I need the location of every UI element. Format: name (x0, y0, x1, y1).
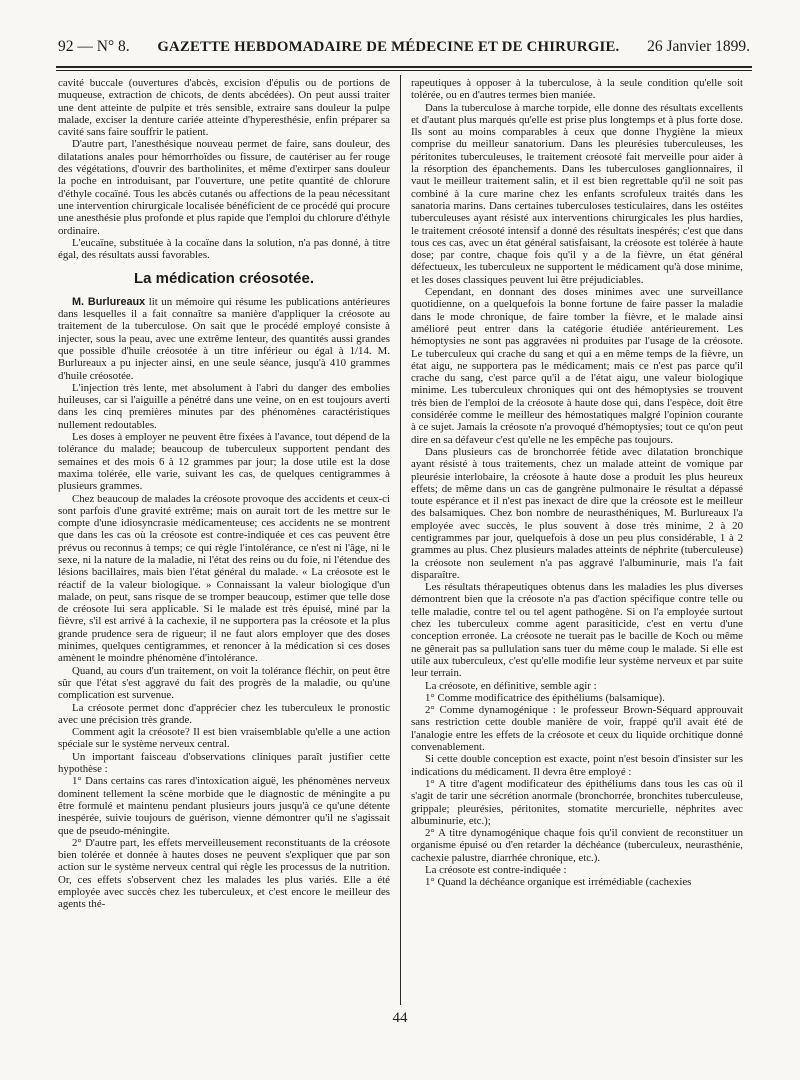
paragraph: 2° Comme dynamogénique : le professeur Brown-Séquard approuvait sans restriction cette double manière de voir, frappé qu'il avait été de l'analogie entre les effets de la créosote et ceux du liquide orchitique donné convenablement. (411, 704, 743, 754)
paragraph: 2° A titre dynamogénique chaque fois qu'il convient de reconstituer un organisme épuisé ou d'en retarder la déchéance (tuberculeux, neurasthénie, cachexie palustre, diarrhée chronique, etc.). (411, 827, 743, 864)
paragraph: 1° Quand la déchéance organique est irrémédiable (cachexies (425, 876, 692, 889)
paragraph: La créosote permet donc d'apprécier chez les tuberculeux le pronostic avec une précision très grande. (58, 701, 390, 726)
paragraph (58, 296, 390, 382)
paragraph: Un important faisceau d'observations cliniques paraît justifier cette hypothèse : (58, 750, 390, 776)
section-heading: La médication créosotée. (133, 270, 315, 288)
column-divider (400, 75, 401, 1005)
paragraph: Comment agit la créosote? Il est bien vraisemblable qu'elle a une action spéciale sur le système nerveux central. (58, 726, 390, 751)
paragraph: Cependant, en donnant des doses minimes avec une surveillance quotidienne, on a quelquefois la bonne fortune de faire passer la maladie dans le mode chronique, de faire tomber la fièvre, et le malade ainsi amélioré peut entrer dans la catégorie étudiée antérieurement. Les hémoptysies ne sont pas aggravées ni produites par l'usage de la créosote. Le tuberculeux qui crache du sang et qui a en même temps de la fièvre, un état aigu, ne supportera pas le médicament; mais ce n'est pas parce qu'il crache du sang, c'est parce qu'il a de l'état aigu, une valeur biologique minime. Les tuberculeux chroniques qui ont des hémoptysies se trouvent très bien de l'emploi de la créosote à haute dose qui, dans l'espèce, doit être considérée comme le meilleur des hémostatiques malgré l'opinion courante à ce sujet. Jamais la créosote n'a provoqué d'hémoptysies; tout ce qu'on peut dire en sa défaveur c'est qu'elle ne les empêche pas toujours. (411, 286, 743, 446)
paragraph: 1° A titre d'agent modificateur des épithéliums dans tous les cas où il s'agit de tarir une sécrétion anormale (bronchorrée, bronchites tuberculeuse, grippale; pleurésies, péritonites, stomatite mercurielle, néphrites avec albuminurie, etc.); (411, 777, 743, 827)
journal-title: GAZETTE HEBDOMADAIRE DE MÉDECINE ET DE CHIRURGIE. (157, 39, 620, 55)
paragraph: L'eucaïne, substituée à la cocaïne dans la solution, n'a pas donné, à titre égal, des résultats aussi favorables. (58, 236, 390, 262)
header-rule (56, 66, 752, 68)
issue-number: 92 — N° 8. (58, 38, 130, 55)
left-column (58, 77, 390, 1002)
paragraph: Les résultats thérapeutiques obtenus dans les maladies les plus diverses démontrent bien que la créosote n'a pas d'action spécifique contre telle ou telle maladie, contre tel ou tel agent pathogène. Si on l'a employée surtout chez les tuberculeux comme agent parasiticide, c'est en vertu d'une conception erronée. La créosote ne tuerait pas le bacille de Koch ou même ne gênerait pas sa pullulation sans tuer du même coup le malade. Si elle est utile aux tuberculeux, c'est qu'elle modifie leur système nerveux et par suite leur terrain. (411, 581, 743, 680)
paragraph: La créosote est contre-indiquée : (425, 864, 567, 876)
paragraph: 2° D'autre part, les effets merveilleusement reconstituants de la créosote bien tolérée et donnée à hautes doses ne peuvent s'expliquer que par son action sur le système nerveux central qui règle les processus de la nutrition. Or, ces effets s'observent chez les malades les plus variés. Elle a été employée avec succès chez les tuberculeux, et c'est encore le meilleur des agents thé- (58, 836, 390, 911)
paragraph: La créosote, en définitive, semble agir : (425, 679, 597, 692)
paragraph: cavité buccale (ouvertures d'abcès, excision d'épulis ou de portions de muqueuse, extraction de chicots, de dents abcédées). On peut aussi traiter une dent atteinte de pulpite et très sensible, extraire sans douleur la pulpe malade, exciser la denture cariée atteinte d'hyperesthésie, enfin préparer sa cavité sans faire souffrir le patient. (58, 77, 390, 139)
paragraph: rapeutiques à opposer à la tuberculose, à la seule condition qu'elle soit tolérée, ou en d'autres termes bien maniée. (411, 77, 743, 102)
right-column (411, 77, 743, 1002)
issue-date: 26 Janvier 1899. (647, 38, 750, 55)
paragraph: Si cette double conception est exacte, point n'est besoin d'insister sur les indications du médicament. Il devra être employé : (411, 753, 743, 778)
header-rule-thin (56, 70, 752, 71)
author-name: M. Burlureaux (72, 295, 146, 308)
page-number: 44 (392, 1010, 408, 1026)
paragraph: Dans la tuberculose à marche torpide, elle donne des résultats excellents et d'autant plus marqués qu'elle est prise plus longtemps et à plus forte dose. Ils sont au moins comparables à ceux que donne l'hygiène la mieux comprise du meilleur sanatorium. Dans les pleurésies tuberculeuses, les péritonites tuberculeuses, le traitement créosoté fait merveille pour aider à la résorption des épanchements. Dans les tuberculoses ganglionnaires, il vaut le meilleur traitement salin, et il est bien regrettable qu'il ne soit pas combiné à la cure marine chez les enfants scrofuleux traités dans les sanatoria marins. Dans certaines tuberculoses testiculaires, dans les ostéites tuberculeuses ayant résisté aux interventions chirurgicales les plus hardies, le traitement créosoté intensif a donné des résultats inespérés; c'est que dans tous ces cas, avec un état général satisfaisant, la créosote est tolérée à haute dose; par contre, chaque fois qu'il y a de la fièvre, un état général défectueux, les tuberculeux ne supportent le médicament qu'à dose minime, et les doses classiques peuvent lui être préjudiciables. (411, 101, 743, 286)
paragraph: Les doses à employer ne peuvent être fixées à l'avance, tout dépend de la tolérance du malade; beaucoup de tuberculeux supportent pendant des semaines et des mois 6 à 12 grammes par jour; la dose utile est la dose maxima tolérée, elle varie, suivant les cas, de quelques centigrammes à plusieurs grammes. (58, 431, 390, 493)
paragraph: 1° Comme modificatrice des épithéliums (balsamique). (425, 691, 665, 704)
paragraph: D'autre part, l'anesthésique nouveau permet de faire, sans douleur, des dilatations anales pour hémorrhoïdes ou fissure, de cautériser au fer rouge des végétations, d'ouvrir des bartholinites, et même d'extirper sans douleur la poche en introduisant, par l'ouverture, une petite quantité de chlorure d'éthyle cocaïné. Tous les abcès cutanés ou affections de la peau nécessitant une intervention chirurgicale localisée bénéficient de ce procédé qui procure une anesthésie plus profonde et plus rapide que l'emploi du chlorure d'éthyle ordinaire. (58, 138, 390, 237)
paragraph: 1° Dans certains cas rares d'intoxication aiguë, les phénomènes nerveux dominent tellement la scène morbide que le diagnostic de méningite a pu être formulé et maintenu pendant plusieurs jours jusqu'à ce qu'une détente inespérée, suivie toujours de guérison, vienne démontrer qu'il ne s'agissait que de pseudo-méningite. (58, 775, 390, 837)
paragraph-text: lit un mémoire qui résume les publications antérieures dans lesquelles il a fait connaître sa manière d'appliquer la créosote au traitement de la tuberculose. On sait que le procédé employé consiste à injecter, sous la peau, avec une extrême lenteur, des quantités aussi grandes que possible d'huile créosotée à un titre inférieur ou égal à 1/14. M. Burlureaux a pu injecter ainsi, en une seule séance, jusqu'à 410 grammes d'huile créosotée. (58, 295, 390, 382)
paragraph: Dans plusieurs cas de bronchorrée fétide avec dilatation bronchique ayant résisté à tous traitements, chez un malade atteint de vomique par pleurésie interlobaire, la créosote à haute dose a produit les plus heureux effets; de même dans un cas de gangrène pulmonaire le résultat a dépassé toute espérance et il n'est pas inexact de dire que la créosote est le meilleur des balsamiques. Chez bon nombre de neurasthéniques, M. Burlureaux l'a employée avec succès, le plus souvent à dose très minime, 2 à 20 centigrammes par jour, quelquefois à dose un peu plus considérable, 1 à 2 grammes au plus. Chez plusieurs malades atteints de néphrite (tuberculeuse) la créosote non seulement n'a pas aggravé l'albuminurie, mais l'a fait disparaître. (411, 445, 743, 581)
paragraph: Quand, au cours d'un traitement, on voit la tolérance fléchir, on peut être sûr que l'état s'est aggravé du fait des progrès de la maladie, ou qu'une complication est survenue. (58, 664, 390, 702)
page-header (58, 38, 750, 64)
paragraph: L'injection très lente, met absolument à l'abri du danger des embolies huileuses, car si l'aiguille a pénétré dans une veine, on en est toujours averti dans les cinq premières minutes par des phénomènes caractéristiques nullement redoutables. (58, 381, 390, 431)
paragraph: Chez beaucoup de malades la créosote provoque des accidents et ceux-ci sont parfois d'une gravité extrême; mais on aurait tort de les mettre sur le compte d'une idiosyncrasie médicamenteuse; ces accidents ne se montrent que dans les cas où la créosote est contre-indiquée et ces cas peuvent être prévus ou reconnus à temps; ce qui règle l'intolérance, ce n'est ni l'âge, ni le sexe, ni la nature de la maladie, ni l'état des reins ou du foie, ni l'étendue des lésions bacillaires, mais bien l'état général du malade. « La créosote est le réactif de la valeur biologique. » Connaissant la valeur biologique d'un malade, on peut, sans risque de se tromper beaucoup, estimer que telle dose de créosote lui sera applicable. Si le malade est très épuisé, miné par la fièvre, s'il est arrivé à la cachexie, il ne supportera pas la créosote et la plus grande prudence sera de rigueur; il ne faut alors employer que des doses minimes, quelques centigrammes, et renoncer à la médication si ces doses amènent le moindre phénomène d'intolérance. (58, 492, 390, 665)
